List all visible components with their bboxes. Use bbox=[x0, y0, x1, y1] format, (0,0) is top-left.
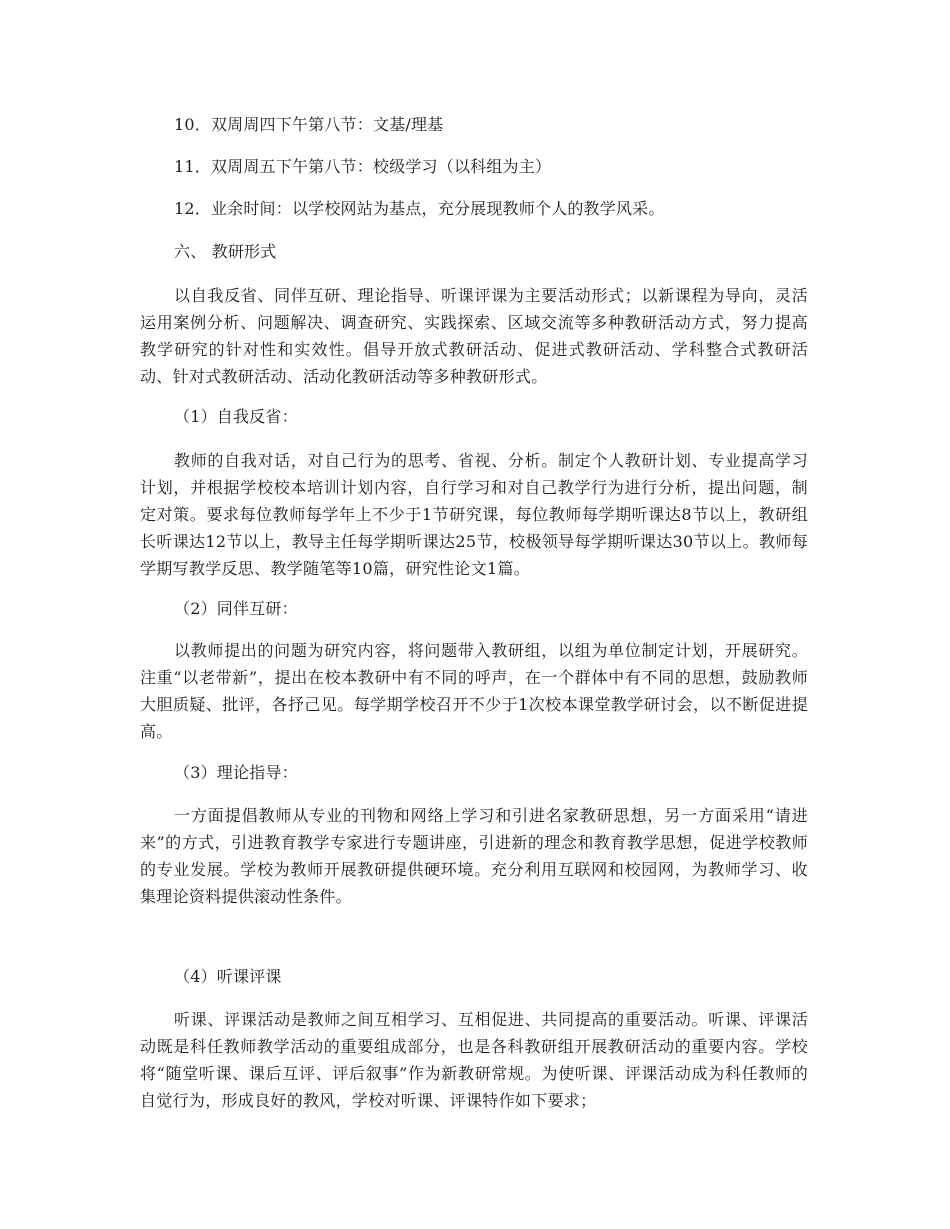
sub-heading-peer-research: （2）同伴互研： bbox=[174, 599, 298, 618]
lesson-observation-paragraph: 听课、评课活动是教师之间互相学习、互相促进、共同提高的重要活动。听课、评课活动既是科任教师教学活动的重要组成部分，也是各科教研组开展教研活动的重要内容。学校将“随堂听课、课后互评、评后叙事”作为新教研常规。为使听课、评课活动成为科任教师的自觉行为，形成良好的教风，学校对听课、评课特作如下要求； bbox=[140, 1010, 808, 1110]
sub-heading-self-reflection: （1）自我反省： bbox=[174, 407, 298, 426]
list-item-10: 10．双周周四下午第八节：文基/理基 bbox=[174, 115, 444, 134]
list-item-11: 11．双周周五下午第八节：校级学习（以科组为主） bbox=[174, 157, 552, 176]
sub-heading-lesson-observation: （4）听课评课 bbox=[174, 967, 282, 986]
sub-heading-theory-guidance: （3）理论指导： bbox=[174, 763, 298, 782]
list-item-12: 12．业余时间：以学校网站为基点，充分展现教师个人的教学风采。 bbox=[174, 199, 665, 218]
section-heading: 六、 教研形式 bbox=[174, 242, 277, 261]
theory-guidance-paragraph: 一方面提倡教师从专业的刊物和网络上学习和引进名家教研思想，另一方面采用“请进来”的方式，引进教育教学专家进行专题讲座，引进新的理念和教育教学思想，促进学校教师的专业发展。学校为教师开展教研提供硬环境。充分利用互联网和校园网，为教师学习、收集理论资料提供滚动性条件。 bbox=[140, 806, 808, 906]
self-reflection-paragraph: 教师的自我对话，对自己行为的思考、省视、分析。制定个人教研计划、专业提高学习计划，并根据学校校本培训计划内容，自行学习和对自己教学行为进行分析，提出问题，制定对策。要求每位教师每学年上不少于1节研究课，每位教师每学期听课达8节以上，教研组长听课达12节以上，教导主任每学期听课达25节，校极领导每学期听课达30节以上。教师每学期写教学反思、教学随笔等10篇，研究性论文1篇。 bbox=[140, 451, 808, 578]
peer-research-paragraph: 以教师提出的问题为研究内容，将问题带入教研组，以组为单位制定计划，开展研究。注重“以老带新”，提出在校本教研中有不同的呼声，在一个群体中有不同的思想，鼓励教师大胆质疑、批评，各抒己见。每学期学校召开不少于1次校本课堂教学研讨会，以不断促进提高。 bbox=[140, 641, 808, 741]
intro-paragraph: 以自我反省、同伴互研、理论指导、听课评课为主要活动形式；以新课程为导向，灵活运用案例分析、问题解决、调查研究、实践探索、区域交流等多种教研活动方式，努力提高教学研究的针对性和实效性。倡导开放式教研活动、促进式教研活动、学科整合式教研活动、针对式教研活动、活动化教研活动等多种教研形式。 bbox=[140, 286, 808, 386]
